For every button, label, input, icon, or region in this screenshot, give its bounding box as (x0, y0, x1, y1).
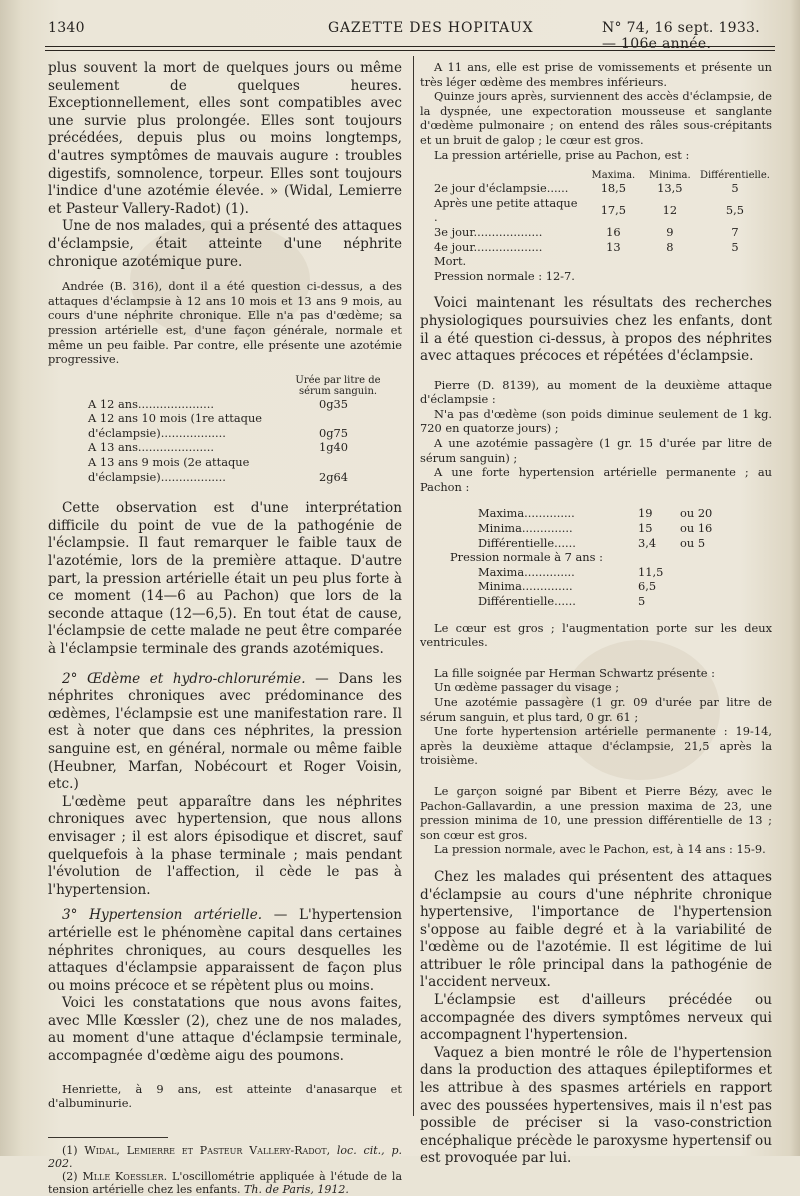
table-row: 3e jour................... 16 9 7 (434, 224, 739, 239)
table-note: Pression normale : 12-7. (434, 268, 575, 283)
case-text: A une forte hypertension artérielle permanente ; au Pachon : (420, 465, 772, 494)
case-text: Une azotémie passagère (1 gr. 09 d'urée par litre de sérum sanguin, et plus tard, 0 gr. 61 ; (420, 694, 772, 724)
header-rule-thin (45, 50, 775, 51)
paragraph: plus souvent la mort de quelques jours ou même seulement de quelques heures. Exceptionnellement, elles sont compatibles avec une survie plus prolongée. Elles sont toujours précédées, depuis plus ou moins longtemps, d'autres symptômes de mauvais augure : troubles digestifs, somnolence, torpeur. Elles sont toujours l'indice d'une azotémie élevée. » (Widal, Lemierre et Pasteur Vallery-Radot) (1). (48, 60, 402, 217)
paragraph: Chez les malades qui présentent des attaques d'éclampsie au cours d'une néphrite chronique hypertensive, l'importance de l'hypertension s'oppose au faible degré et à la variabilité de l'œdème ou de l'azotémie. Il est légitime de lui attribuer le rôle principal dans la pathogénie de l'accident nerveux. (420, 868, 772, 991)
uree-header: Urée par litre de sérum sanguin. (295, 374, 381, 397)
case-text: Le cœur est gros ; l'augmentation porte sur les deux ventricules. (420, 620, 772, 650)
case-text: La pression normale, avec le Pachon, est, à 14 ans : 15-9. (434, 842, 766, 857)
paragraph: Voici maintenant les résultats des recherches physiologiques poursuivies chez les enfants, dont il a été question ci-dessus, à propos des néphrites avec attaques précoces et répétées d'éclampsie. (420, 295, 772, 365)
uree-table (88, 375, 388, 485)
case-text: La pression artérielle, prise au Pachon, est : (434, 147, 690, 162)
table-row: Minima.............. 6,5 (478, 579, 657, 594)
table-row: 2e jour d'éclampsie...... 18,5 13,5 5 (434, 181, 739, 196)
footnote-1: (1) Widal, Lemierre et Pasteur Vallery-Radot, loc. cit., p. 202. (48, 1143, 402, 1170)
case-text: Henriette, à 9 ans, est atteinte d'anasarque et d'albuminurie. (48, 1081, 402, 1111)
table-row: A 12 ans 10 mois (1re attaque d'éclampsie).................. 0g75 (88, 411, 348, 440)
pachon-table (478, 506, 740, 550)
table-row: Maxima.............. 11,5 (478, 564, 664, 579)
paragraph: Voici les constatations que nous avons faites, avec Mlle Kœssler (2), chez une de nos malades, au moment d'une attaque d'éclampsie terminale, accompagnée d'œdème aigu des poumons. (48, 995, 402, 1065)
issue-info: N° 74, 16 sept. 1933. — 106e année. (602, 20, 761, 52)
column-header: Différentielle. (699, 170, 770, 182)
case-text: Le garçon soigné par Bibent et Pierre Bézy, avec le Pachon-Gallavardin, a une pression maxima de 23, une pression minima de 10, une pression différentielle de 13 ; son cœur est gros. (420, 783, 772, 842)
table-row: Après une petite attaque . 17,5 12 5,5 (434, 195, 745, 225)
column-header: Minima. (649, 170, 691, 182)
header-rule (45, 46, 775, 47)
paragraph: L'éclampsie est d'ailleurs précédée ou accompagnée des divers symptômes nerveux qui accompagnent l'hypertension. (420, 992, 772, 1044)
section-title: 3° Hypertension artérielle. (62, 907, 263, 924)
paragraph: Cette observation est d'une interprétation difficile du point de vue de la pathogénie de l'éclampsie. Il faut remarquer le faible taux de l'azotémie, lors de la première attaque. D'autre part, la pression artérielle était un peu plus forte à ce moment (14—6 au Pachon) que lors de la seconde attaque (12—6,5). En tout état de cause, l'éclampsie de cette malade ne peut être comparée à l'éclampsie terminale des grands azotémiques. (48, 500, 402, 657)
table-row: A 13 ans 9 mois (2e attaque d'éclampsie).................. 2g64 (88, 455, 348, 484)
case-text: La fille soignée par Herman Schwartz présente : (434, 665, 715, 680)
case-text: Un œdème passager du visage ; (434, 680, 620, 695)
section-2: 2° Œdème et hydro-chlorurémie. — Dans les néphrites chroniques avec prédominance des œdèmes, l'éclampsie est une manifestation rare. Il est à noter que dans ces néphrites, la pression sanguine est, en général, normale ou même faible (Heubner, Marfan, Nobécourt et Roger Voisin, etc.) (48, 670, 402, 793)
running-header (38, 20, 778, 52)
table-row: 4e jour................... 13 8 5 (434, 239, 739, 254)
table-row: Différentielle...... 5 (478, 594, 646, 608)
section-3: 3° Hypertension artérielle. — L'hypertension artérielle est le phénomène capital dans certaines néphrites chroniques, au cours desquelles les attaques d'éclampsie apparaissent de façon plus ou moins précoce et se répètent plus ou moins. (48, 907, 402, 994)
paragraph: Vaquez a bien montré le rôle de l'hypertension dans la production des attaques épileptiformes et les attribue à des spasmes artériels en rapport avec des poussées hypertensives, mais il n'est pas possible de préciser si la vaso-constriction encéphalique précède le paroxysme hypertensif ou est provoquée par lui. (420, 1044, 772, 1167)
right-column (420, 60, 772, 1168)
case-text: N'a pas d'œdème (son poids diminue seulement de 1 kg. 720 en quatorze jours) ; (420, 406, 772, 436)
table-row: Différentielle...... 3,4 ou 5 (478, 535, 706, 550)
case-text: A 11 ans, elle est prise de vomissements et présente un très léger œdème des membres inférieurs. (420, 60, 772, 89)
table-row: Minima.............. 15 ou 16 (478, 521, 713, 536)
table-row: A 13 ans..................... 1g40 (88, 440, 348, 455)
case-text: Andrée (B. 316), dont il a été question ci-dessus, a des attaques d'éclampsie à 12 ans 10 mois et 13 ans 9 mois, au cours d'une néphrite chronique. Elle n'a pas d'œdème; sa pression artérielle est, d'une façon générale, normale et même un peu faible. Par contre, elle présente une azotémie progressive. (48, 279, 402, 367)
pachon-normal-table (478, 565, 680, 609)
footnote-2: (2) Mlle Koessler. L'oscillométrie appliquée à l'étude de la tension artérielle chez les enfants. Th. de Paris, 1912. (48, 1169, 403, 1196)
case-text: A une azotémie passagère (1 gr. 15 d'urée par litre de sérum sanguin) ; (420, 436, 772, 465)
column-header: Maxima. (591, 170, 636, 182)
paragraph: L'œdème peut apparaître dans les néphrites chroniques avec hypertension, que nous allons envisager ; il est alors épisodique et discret, sauf quelquefois à la phase terminale ; mais pendant l'évolution de l'affection, il cède le pas à l'hypertension. (48, 793, 402, 898)
table-row: A 12 ans..................... 0g35 (88, 396, 348, 411)
case-text: Quinze jours après, surviennent des accès d'éclampsie, de la dyspnée, une expectoration mousseuse et sanglante d'œdème pulmonaire ; on entend des râles sous-crépitants et un bruit de galop ; le cœur est gros. (420, 89, 772, 147)
case-text: Une forte hypertension artérielle permanente : 19-14, après la deuxième attaque d'éclampsie, 21,5 après la troisième. (420, 724, 772, 768)
footnote-rule (48, 1137, 168, 1138)
case-text: Pierre (D. 8139), au moment de la deuxième attaque d'éclampsie : (420, 377, 772, 407)
paragraph: Une de nos malades, qui a présenté des attaques d'éclampsie, était atteinte d'une néphrite chronique azotémique pure. (48, 218, 402, 270)
section-title: 2° Œdème et hydro-chlorurémie. (62, 670, 306, 687)
table-row: Maxima.............. 19 ou 20 (478, 506, 713, 521)
table-subheading: Pression normale à 7 ans : (450, 550, 603, 565)
page-number: 1340 (48, 20, 85, 36)
pressure-table (432, 170, 772, 254)
table-note: Mort. (434, 254, 467, 269)
column-divider (413, 56, 414, 1116)
journal-title: GAZETTE DES HOPITAUX (328, 20, 534, 36)
left-column (48, 60, 402, 1196)
